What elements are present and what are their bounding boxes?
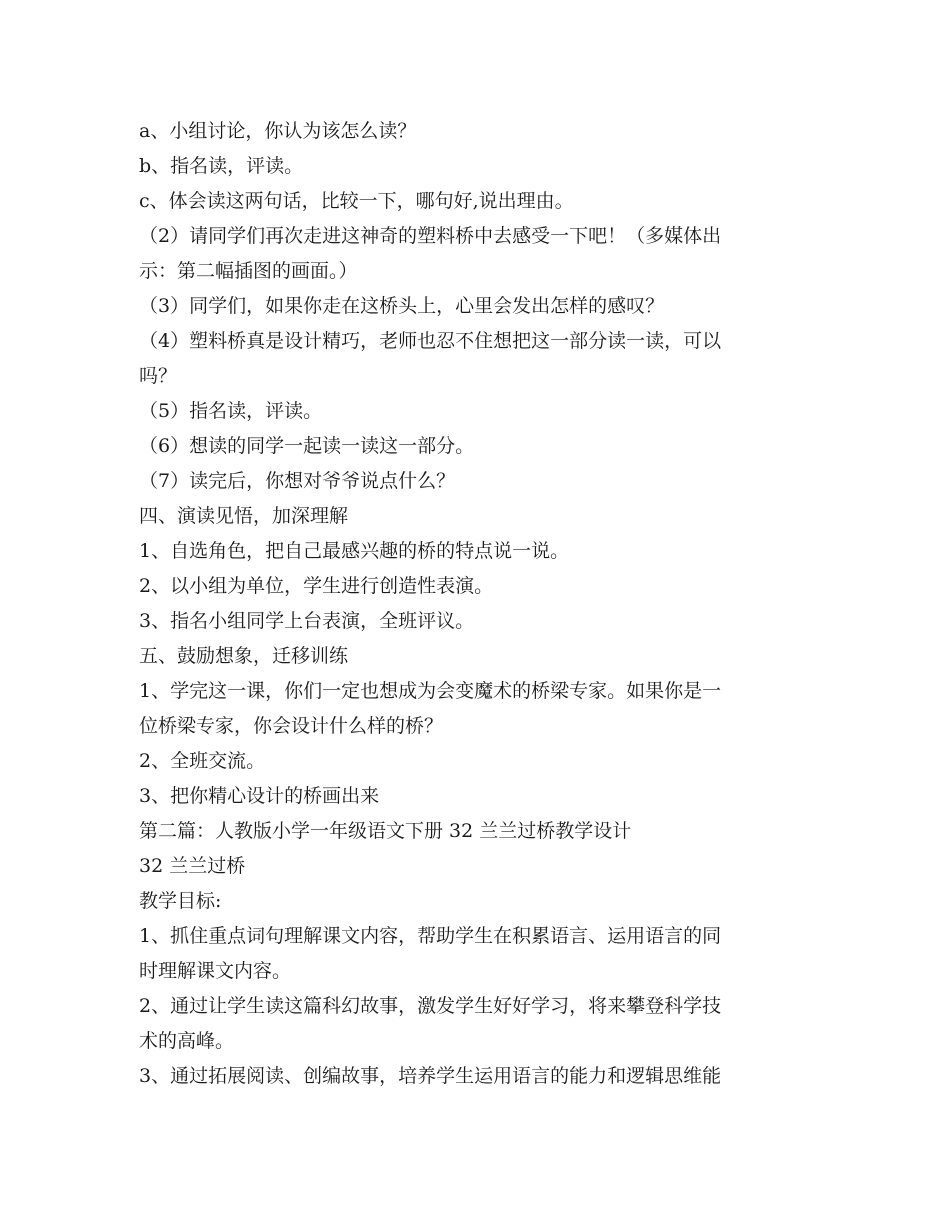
- document-body: [139, 114, 815, 1094]
- text-line: 2、以小组为单位，学生进行创造性表演。: [139, 575, 494, 597]
- text-line: 2、全班交流。: [139, 750, 266, 772]
- text-line: b、指名读，评读。: [139, 155, 304, 177]
- text-line: 示：第二幅插图的画面。）: [139, 260, 358, 282]
- text-line: 1、学完这一课，你们一定也想成为会变魔术的桥梁专家。如果你是一: [139, 680, 722, 702]
- text-line: 位桥梁专家，你会设计什么样的桥？: [139, 715, 444, 737]
- text-line: 1、抓住重点词句理解课文内容，帮助学生在积累语言、运用语言的同: [139, 925, 722, 947]
- text-line: （6）想读的同学一起读一读这一部分。: [139, 435, 475, 457]
- text-line: 3、通过拓展阅读、创编故事，培养学生运用语言的能力和逻辑思维能: [139, 1065, 722, 1087]
- text-line: 时理解课文内容。: [139, 960, 292, 982]
- text-line: （5）指名读，评读。: [139, 400, 323, 422]
- text-line: 3、指名小组同学上台表演，全班评议。: [139, 610, 475, 632]
- section-heading: 教学目标:: [139, 890, 222, 912]
- text-line: 1、自选角色，把自己最感兴趣的桥的特点说一说。: [139, 540, 570, 562]
- text-line: （3）同学们，如果你走在这桥头上，心里会发出怎样的感叹？: [139, 295, 665, 317]
- text-line: a、小组讨论，你认为该怎么读？: [139, 120, 417, 142]
- section-heading: 四、演读见悟，加深理解: [139, 505, 349, 527]
- chapter-title: 第二篇：人教版小学一年级语文下册 32 兰兰过桥教学设计: [139, 820, 632, 842]
- section-heading: 五、鼓励想象，迁移训练: [139, 645, 349, 667]
- text-line: 术的高峰。: [139, 1030, 235, 1052]
- lesson-title: 32 兰兰过桥: [139, 855, 246, 877]
- text-line: （2）请同学们再次走进这神奇的塑料桥中去感受一下吧！（多媒体出: [139, 225, 722, 247]
- text-line: 吗？: [139, 365, 178, 387]
- text-line: 2、通过让学生读这篇科幻故事，激发学生好好学习，将来攀登科学技: [139, 995, 722, 1017]
- text-line: c、体会读这两句话，比较一下，哪句好,说出理由。: [139, 190, 574, 212]
- text-line: 3、把你精心设计的桥画出来: [139, 785, 380, 807]
- text-line: （7）读完后，你想对爷爷说点什么？: [139, 470, 456, 492]
- text-line: （4）塑料桥真是设计精巧，老师也忍不住想把这一部分读一读，可以: [139, 330, 722, 352]
